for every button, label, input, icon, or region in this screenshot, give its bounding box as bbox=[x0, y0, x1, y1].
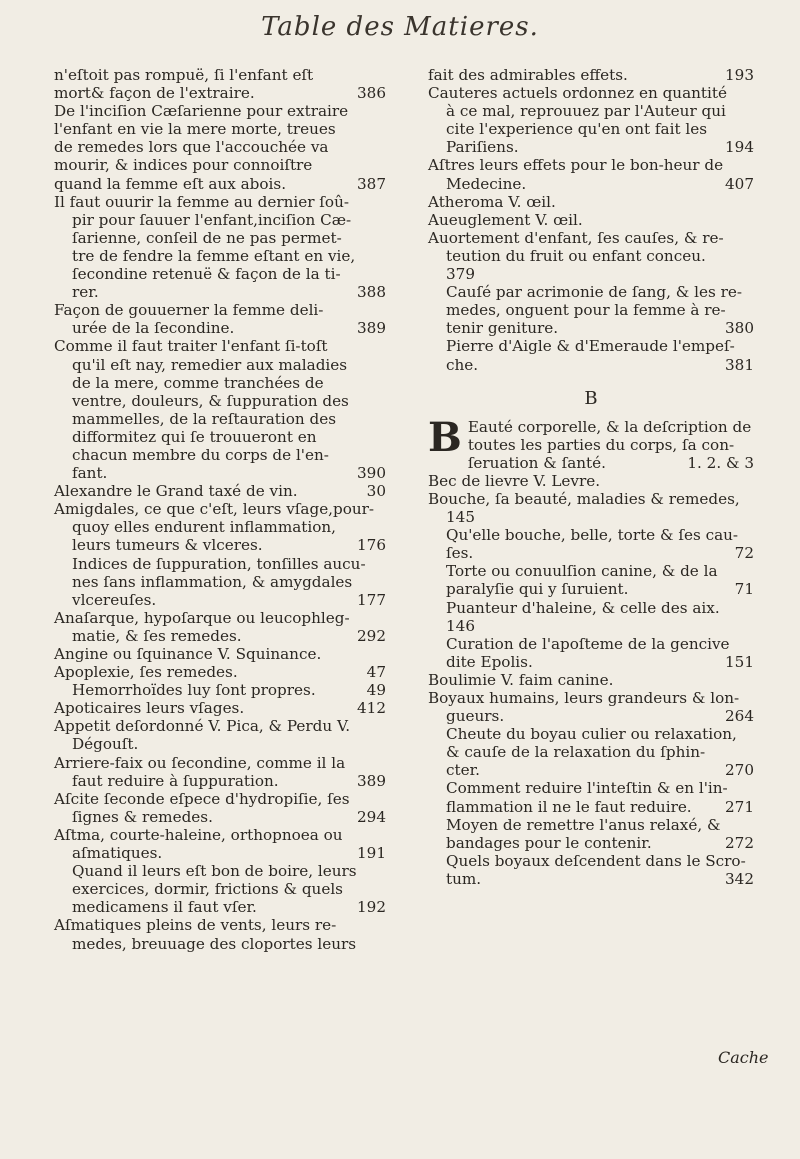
page-number: 49 bbox=[366, 681, 386, 700]
index-line bbox=[54, 319, 386, 337]
index-line bbox=[428, 617, 754, 635]
page-number: 176 bbox=[357, 536, 386, 555]
index-entry-text: Pierre d'Aigle & d'Emeraude l'empeſ- bbox=[446, 337, 735, 356]
index-entry-text: de la mere, comme tranchées de bbox=[72, 373, 324, 392]
index-line bbox=[428, 265, 754, 283]
index-entry-text: vlcereuſes. bbox=[72, 590, 157, 609]
index-entry-text: aſmatiques. bbox=[72, 844, 163, 863]
page-number: 191 bbox=[357, 844, 386, 863]
index-entry-text: Angine ou ſquinance V. Squinance. bbox=[54, 645, 322, 663]
page-number: 390 bbox=[357, 464, 386, 483]
index-entry-text: bandages pour le contenir. bbox=[446, 833, 652, 852]
index-entry-text: Moyen de remettre l'anus relaxé, & bbox=[446, 815, 721, 834]
page-number: 389 bbox=[357, 319, 386, 338]
index-entry-text: dite Epolis. bbox=[446, 652, 533, 671]
index-line bbox=[54, 265, 386, 283]
index-line bbox=[54, 120, 386, 138]
index-entry-text: Cauſé par acrimonie de ſang, & les re- bbox=[446, 283, 743, 302]
index-entry-text: 145 bbox=[446, 508, 475, 527]
page-number: 380 bbox=[725, 319, 754, 338]
index-line bbox=[54, 66, 386, 84]
index-line bbox=[428, 436, 754, 454]
page-number: 381 bbox=[725, 355, 754, 374]
index-entry-text: ventre, douleurs, & ſuppuration des bbox=[72, 391, 349, 410]
index-entry-text: ſeruation & ſanté. bbox=[467, 453, 606, 472]
index-line bbox=[54, 627, 386, 645]
page-number: 193 bbox=[725, 66, 754, 84]
index-line bbox=[54, 356, 386, 374]
index-entry-text: mourir, & indices pour connoiſtre bbox=[54, 156, 313, 175]
index-line bbox=[54, 500, 386, 518]
page-number: 194 bbox=[725, 138, 754, 157]
index-line bbox=[428, 66, 754, 84]
index-line bbox=[428, 779, 754, 797]
index-entry-text: Il faut ouurir la femme au dernier ſoû- bbox=[54, 192, 349, 211]
index-entry-text: fant. bbox=[72, 464, 108, 483]
right-column-bottom bbox=[428, 472, 754, 888]
index-line bbox=[54, 247, 386, 265]
index-entry-text: Anaſarque, hypoſarque ou leucophleg- bbox=[54, 608, 350, 627]
index-line bbox=[54, 681, 386, 699]
page-number: 177 bbox=[357, 590, 386, 609]
index-line bbox=[54, 790, 386, 808]
index-line bbox=[54, 392, 386, 410]
index-line bbox=[54, 844, 386, 862]
page-number: 407 bbox=[725, 174, 754, 193]
index-entry-text: leurs tumeurs & vlceres. bbox=[72, 536, 263, 555]
index-entry-text: Hemorrhoïdes luy ſont propres. bbox=[72, 681, 316, 700]
index-line bbox=[54, 374, 386, 392]
index-line bbox=[54, 175, 386, 193]
index-line bbox=[428, 156, 754, 174]
index-entry-text: Pariſiens. bbox=[446, 138, 519, 157]
index-entry-text: Boyaux humains, leurs grandeurs & lon- bbox=[428, 689, 740, 707]
index-entry-text: tenir geniture. bbox=[446, 319, 559, 338]
section-letter: B bbox=[584, 387, 598, 409]
index-entry-text: matie, & ſes remedes. bbox=[72, 626, 242, 645]
index-line bbox=[428, 562, 754, 580]
index-line bbox=[428, 671, 754, 689]
index-line bbox=[54, 337, 386, 355]
index-entry-text: nes ſans inflammation, & amygdales bbox=[72, 572, 353, 591]
index-line bbox=[54, 211, 386, 229]
index-entry-text: Amigdales, ce que c'eſt, leurs vſage,pour- bbox=[54, 500, 375, 519]
index-entry-text: Cauteres actuels ordonnez en quantité bbox=[428, 84, 727, 103]
index-line bbox=[54, 446, 386, 464]
index-entry-text: Indices de ſuppuration, tonſilles aucu- bbox=[72, 554, 366, 573]
index-entry-text: exercices, dormir, frictions & quels bbox=[72, 880, 343, 899]
page-number: 1. 2. & 3 bbox=[687, 453, 754, 472]
catchword: Cache bbox=[718, 1048, 769, 1067]
index-line bbox=[428, 689, 754, 707]
index-entry-text: ſarienne, conſeil de ne pas permet- bbox=[72, 228, 342, 247]
index-entry-text: Quand il leurs eſt bon de boire, leurs bbox=[72, 862, 357, 881]
index-line bbox=[428, 508, 754, 526]
index-entry-text: tum. bbox=[446, 869, 482, 888]
index-entry-text: faut reduire à ſuppuration. bbox=[72, 771, 279, 790]
dropcap-lines bbox=[428, 413, 754, 472]
index-entry-text: Qu'elle bouche, belle, torte & ſes cau- bbox=[446, 526, 739, 545]
index-entry-text: Cheute du boyau culier ou relaxation, bbox=[446, 725, 737, 744]
index-entry-text: qu'il eſt nay, remedier aux maladies bbox=[72, 355, 348, 374]
index-entry-text: tre de fendre la femme eſtant en vie, bbox=[72, 246, 356, 265]
page-number: 386 bbox=[357, 84, 386, 103]
page-number: 271 bbox=[725, 797, 754, 816]
index-entry-text: Bouche, ſa beauté, maladies & remedes, bbox=[428, 489, 740, 508]
index-line bbox=[54, 555, 386, 573]
page-number: 47 bbox=[366, 663, 386, 682]
index-line bbox=[428, 761, 754, 779]
index-entry-text: mammelles, de la reſtauration des bbox=[72, 409, 337, 428]
index-line bbox=[54, 482, 386, 500]
index-entry-text: paralyſie qui y ſuruient. bbox=[446, 580, 629, 599]
index-entry-text: de remedes lors que l'accouchée va bbox=[54, 138, 329, 157]
index-entry-text: medicamens il faut vſer. bbox=[72, 898, 257, 917]
index-entry-text: ſignes & remedes. bbox=[72, 807, 213, 826]
dropcap: B bbox=[428, 413, 462, 461]
index-entry-text: Apoticaires leurs vſages. bbox=[54, 699, 245, 718]
index-line bbox=[428, 544, 754, 562]
index-line bbox=[54, 735, 386, 753]
index-line bbox=[428, 870, 754, 888]
index-line bbox=[54, 808, 386, 826]
index-line bbox=[54, 536, 386, 554]
index-line bbox=[428, 725, 754, 743]
index-entry-text: Appetit deſordonné V. Pica, & Perdu V. bbox=[54, 717, 351, 736]
index-entry-text: De l'inciſion Cæſarienne pour extraire bbox=[54, 102, 349, 121]
page-number: 192 bbox=[357, 898, 386, 917]
index-line bbox=[428, 301, 754, 319]
index-entry-text: Atheroma V. œil. bbox=[428, 192, 556, 211]
index-line bbox=[428, 175, 754, 193]
index-entry-text: rer. bbox=[72, 283, 99, 302]
index-entry-text: cite l'experience qu'en ont fait les bbox=[446, 120, 708, 139]
dropcap-entry bbox=[428, 413, 754, 472]
index-line bbox=[428, 707, 754, 725]
page-number: 389 bbox=[357, 771, 386, 790]
page-number: 264 bbox=[725, 707, 754, 726]
index-line bbox=[54, 464, 386, 482]
index-line bbox=[428, 319, 754, 337]
page-number: 294 bbox=[357, 807, 386, 826]
index-line bbox=[54, 102, 386, 120]
index-line bbox=[428, 120, 754, 138]
index-line bbox=[54, 898, 386, 916]
index-entry-text: à ce mal, reprouuez par l'Auteur qui bbox=[446, 102, 726, 121]
index-line bbox=[428, 490, 754, 508]
index-line bbox=[428, 356, 754, 374]
index-entry-text: flammation il ne le faut reduire. bbox=[446, 797, 692, 816]
index-line bbox=[54, 573, 386, 591]
page-number: 72 bbox=[734, 544, 754, 563]
index-entry-text: Aſtma, courte-haleine, orthopnoea ou bbox=[54, 825, 343, 844]
index-entry-text: Boulimie V. faim canine. bbox=[428, 670, 614, 689]
index-line bbox=[54, 193, 386, 211]
index-line bbox=[54, 880, 386, 898]
index-entry-text: Alexandre le Grand taxé de vin. bbox=[54, 482, 298, 501]
index-entry-text: Curation de l'apoſteme de la gencive bbox=[446, 634, 730, 653]
index-entry-text: difformitez qui ſe trouueront en bbox=[72, 427, 317, 446]
index-entry-text: Quels boyaux deſcendent dans le Scro- bbox=[446, 851, 746, 870]
index-entry-text: Arriere-faix ou ſecondine, comme il la bbox=[54, 753, 346, 772]
index-line bbox=[428, 454, 754, 472]
index-entry-text: Torte ou conuulſion canine, & de la bbox=[446, 562, 718, 581]
index-line bbox=[54, 410, 386, 428]
index-line bbox=[428, 816, 754, 834]
index-entry-text: teution du fruit ou enfant conceu. bbox=[446, 246, 706, 265]
page-number: 342 bbox=[725, 869, 754, 888]
index-line bbox=[428, 247, 754, 265]
index-entry-text: quoy elles endurent inflammation, bbox=[72, 518, 336, 537]
index-line bbox=[54, 862, 386, 880]
index-entry-text: ſecondine retenuë & façon de la ti- bbox=[72, 265, 341, 284]
index-line bbox=[54, 826, 386, 844]
index-entry-text: n'eſtoit pas rompuë, ſi l'enfant eſt bbox=[54, 66, 314, 84]
index-entry-text: l'enfant en vie la mere morte, treues bbox=[54, 120, 336, 139]
index-entry-text: pir pour ſauuer l'enfant,inciſion Cæ- bbox=[72, 210, 352, 229]
index-line bbox=[54, 283, 386, 301]
index-entry-text: & cauſe de la relaxation du ſphin- bbox=[446, 743, 706, 762]
index-line bbox=[54, 229, 386, 247]
page-number: 30 bbox=[366, 482, 386, 501]
index-line bbox=[54, 935, 386, 953]
index-line bbox=[54, 518, 386, 536]
index-entry-text: quand la femme eſt aux abois. bbox=[54, 174, 287, 193]
page-number: 412 bbox=[357, 699, 386, 718]
index-line bbox=[54, 156, 386, 174]
right-column bbox=[428, 66, 754, 888]
index-line bbox=[54, 699, 386, 717]
page-header: Table des Matieres. bbox=[261, 12, 539, 42]
index-line bbox=[428, 193, 754, 211]
index-line bbox=[428, 211, 754, 229]
index-entry-text: Comment reduire l'inteſtin & en l'in- bbox=[446, 779, 728, 798]
index-entry-text: Dégouſt. bbox=[72, 735, 139, 754]
index-line bbox=[428, 834, 754, 852]
right-column-top bbox=[428, 66, 754, 374]
index-entry-text: fait des admirables effets. bbox=[428, 66, 628, 84]
index-entry-text: ſes. bbox=[446, 544, 474, 563]
page-number: 151 bbox=[725, 652, 754, 671]
page-number: 387 bbox=[357, 174, 386, 193]
index-line bbox=[54, 591, 386, 609]
index-entry-text: chacun membre du corps de l'en- bbox=[72, 445, 329, 464]
index-entry-text: Aſtres leurs effets pour le bon-heur de bbox=[428, 156, 724, 175]
page-number: 388 bbox=[357, 283, 386, 302]
index-entry-text: Puanteur d'haleine, & celle des aix. bbox=[446, 598, 720, 617]
index-entry-text: Eauté corporelle, & la deſcription de bbox=[467, 417, 752, 436]
index-entry-text: Aſmatiques pleins de vents, leurs re- bbox=[54, 916, 337, 935]
index-line bbox=[54, 754, 386, 772]
index-line bbox=[428, 418, 754, 436]
index-entry-text: mort& façon de l'extraire. bbox=[54, 84, 255, 103]
index-line bbox=[428, 229, 754, 247]
index-line bbox=[428, 84, 754, 102]
index-line bbox=[428, 653, 754, 671]
index-line bbox=[428, 283, 754, 301]
left-column bbox=[54, 66, 386, 953]
index-line bbox=[54, 138, 386, 156]
index-entry-text: 146 bbox=[446, 616, 475, 635]
index-line bbox=[54, 84, 386, 102]
index-entry-text: che. bbox=[446, 355, 479, 374]
index-line bbox=[54, 916, 386, 934]
index-entry-text: Bec de lievre V. Levre. bbox=[428, 471, 601, 490]
index-line bbox=[54, 301, 386, 319]
index-line bbox=[54, 772, 386, 790]
index-entry-text: Medecine. bbox=[446, 174, 527, 193]
index-line bbox=[54, 717, 386, 735]
index-entry-text: Aueuglement V. œil. bbox=[428, 210, 583, 229]
index-line bbox=[54, 663, 386, 681]
index-entry-text: gueurs. bbox=[446, 707, 505, 726]
index-line bbox=[428, 743, 754, 761]
page-number: 292 bbox=[357, 626, 386, 645]
index-entry-text: medes, onguent pour la femme à re- bbox=[446, 301, 726, 320]
index-entry-text: Auortement d'enfant, ſes cauſes, & re- bbox=[428, 228, 724, 247]
index-line bbox=[54, 428, 386, 446]
index-line bbox=[54, 645, 386, 663]
index-line bbox=[428, 599, 754, 617]
index-entry-text: toutes les parties du corps, ſa con- bbox=[467, 435, 735, 454]
index-entry-text: Comme il faut traiter l'enfant ſi-toſt bbox=[54, 337, 328, 356]
index-entry-text: cter. bbox=[446, 761, 481, 780]
index-line bbox=[428, 580, 754, 598]
index-line bbox=[428, 526, 754, 544]
index-line bbox=[428, 138, 754, 156]
index-line bbox=[428, 337, 754, 355]
index-entry-text: Façon de gouuerner la femme deli- bbox=[54, 301, 324, 320]
index-line bbox=[54, 609, 386, 627]
index-entry-text: 379 bbox=[446, 265, 475, 284]
page-number: 272 bbox=[725, 833, 754, 852]
index-entry-text: urée de la ſecondine. bbox=[72, 319, 235, 338]
page-number: 270 bbox=[725, 761, 754, 780]
index-line bbox=[428, 635, 754, 653]
index-entry-text: Aſcite ſeconde eſpece d'hydropiſie, ſes bbox=[54, 789, 350, 808]
index-line bbox=[428, 798, 754, 816]
index-line bbox=[428, 852, 754, 870]
index-entry-text: medes, breuuage des cloportes leurs bbox=[72, 934, 357, 953]
index-line bbox=[428, 472, 754, 490]
index-line bbox=[428, 102, 754, 120]
page-number: 71 bbox=[734, 580, 754, 599]
index-entry-text: Apoplexie, ſes remedes. bbox=[54, 663, 238, 682]
